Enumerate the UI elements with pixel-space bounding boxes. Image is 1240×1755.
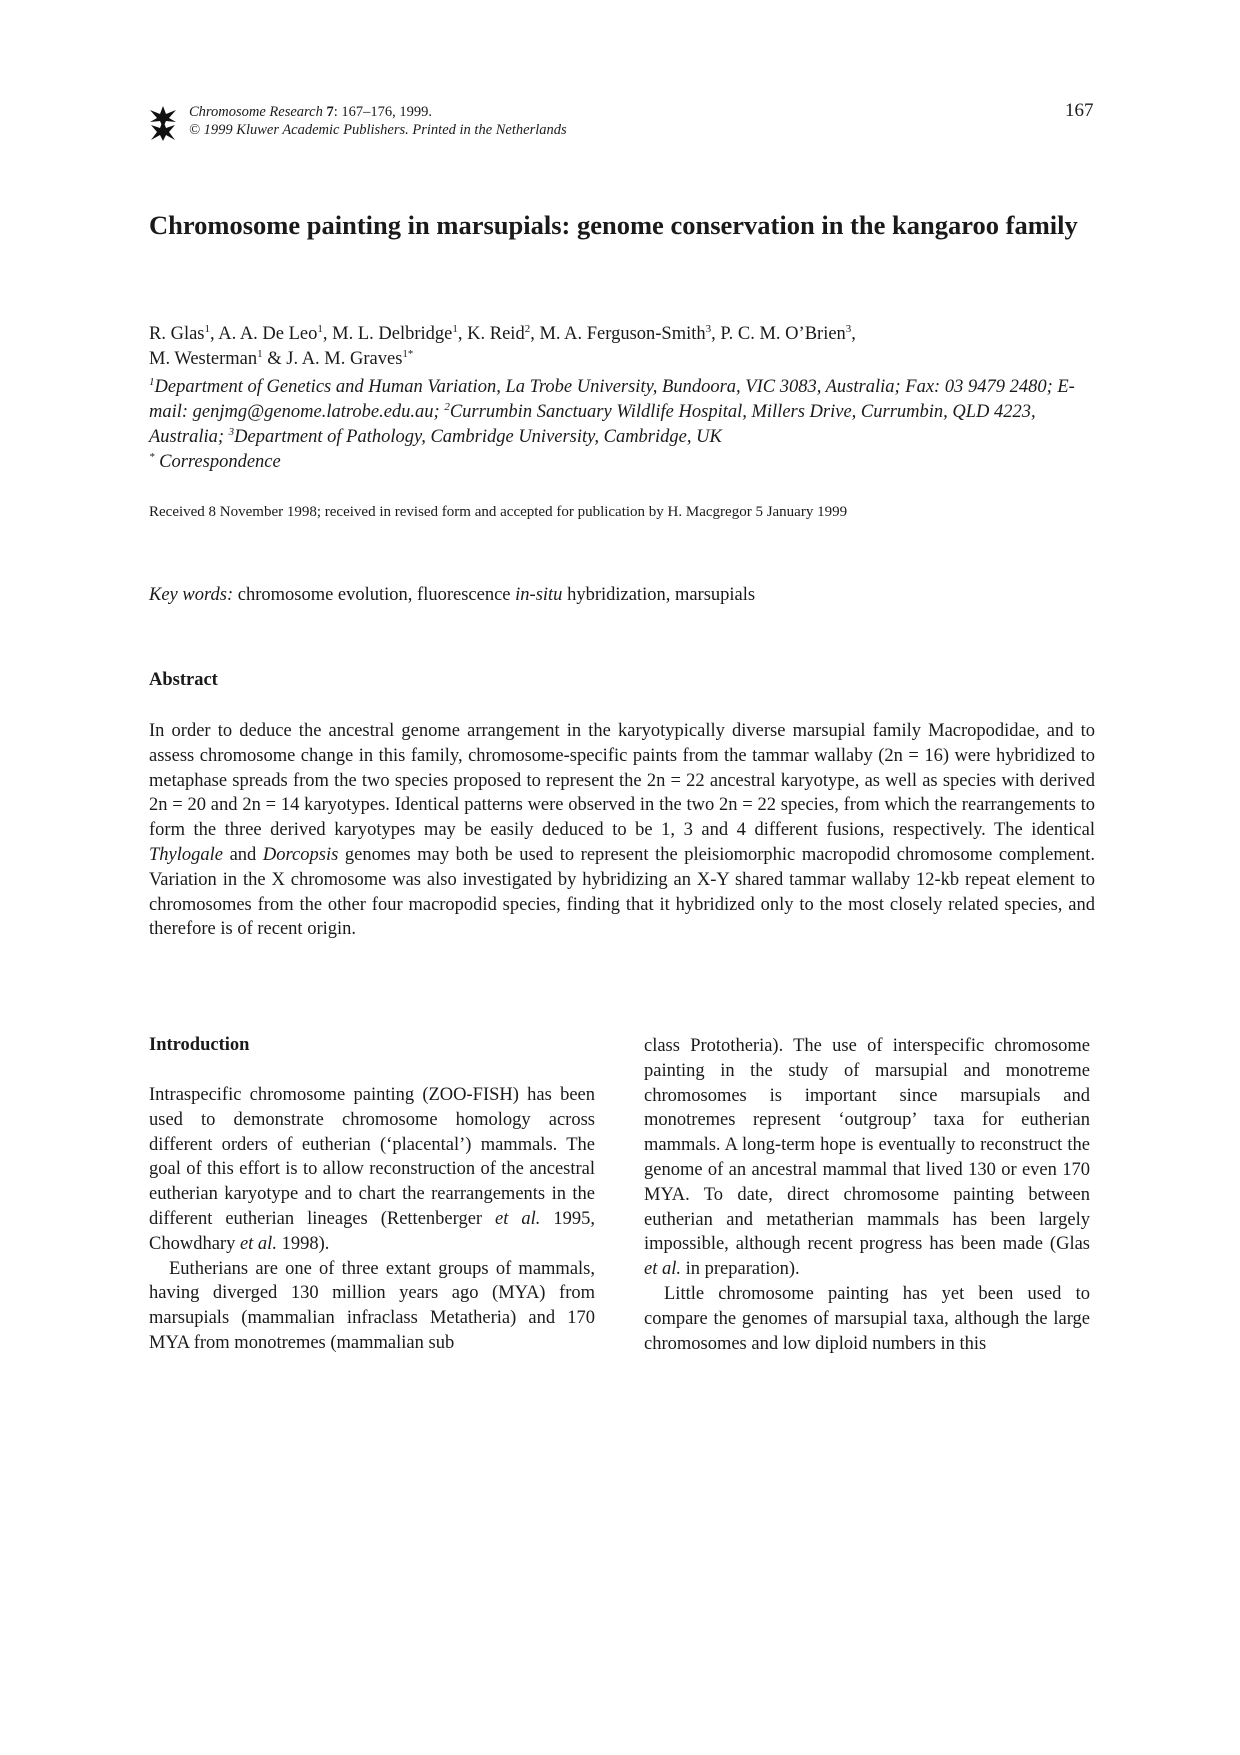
keywords-label: Key words: xyxy=(149,585,234,605)
genus-name: Dorcopsis xyxy=(262,844,339,865)
affiliations xyxy=(149,375,1109,475)
author: A. A. De Leo xyxy=(218,324,318,344)
intro-text: in preparation). xyxy=(681,1259,800,1280)
genus-name: Thylogale xyxy=(149,844,223,865)
affil-mark: 1 xyxy=(149,375,155,388)
author-affil-mark: 2 xyxy=(524,322,531,335)
keywords xyxy=(149,583,1109,608)
correspondence-mark: * xyxy=(149,450,155,463)
citation-etal: et al. xyxy=(644,1259,681,1280)
article-title: Chromosome painting in marsupials: genome conservation in the kangaroo family xyxy=(149,210,1078,240)
kluwer-logo-icon xyxy=(149,104,177,142)
abstract-text: genomes may both be used to represent the pleisiomorphic macropodid chromosome complement. Variation in the X chromosome was also investigated by hybridizing an X-Y shared tammar wallaby 12-kb repeat element to chromosomes from the other four macropodid species, finding that it hybridized only to the most closely related species, and therefore is of recent origin. xyxy=(149,844,1096,940)
abstract-text: and xyxy=(223,844,263,865)
author-separator: & xyxy=(262,349,287,369)
author: K. Reid xyxy=(467,324,525,344)
keywords-text: hybridization, marsupials xyxy=(562,585,756,605)
journal-volume: 7 xyxy=(326,104,334,120)
intro-text: 1998). xyxy=(276,1233,330,1254)
journal-pages: : 167–176, 1999. xyxy=(333,104,432,120)
intro-paragraph: Eutherians are one of three extant groups of mammals, having diverged 130 million years ago (MYA) from marsupials (mammalian infraclass Metatheria) and 170 MYA from monotremes (mammalian sub xyxy=(149,1258,595,1353)
right-column xyxy=(644,1034,1090,1356)
affil-mark: 2 xyxy=(444,400,450,413)
author-list xyxy=(149,322,1109,372)
author: M. L. Delbridge xyxy=(332,324,453,344)
citation-etal: et al. xyxy=(495,1208,541,1229)
intro-paragraph: Little chromosome painting has yet been used to compare the genomes of marsupial taxa, although the large chromosomes and low diploid numbers in this xyxy=(644,1283,1090,1354)
correspondence: Correspondence xyxy=(154,452,281,472)
keywords-italic: in-situ xyxy=(515,585,563,605)
author-separator: , xyxy=(711,324,721,344)
affiliation: Currumbin Sanctuary Wildlife Hospital, Millers Drive, Currumbin, QLD 4223, Australia; xyxy=(149,402,1036,447)
journal-name: Chromosome Research xyxy=(189,104,323,120)
page-number: 167 xyxy=(1065,100,1094,121)
intro-paragraph xyxy=(644,1034,1090,1282)
author-affil-mark: 3 xyxy=(705,322,712,335)
author-affil-mark: 1 xyxy=(317,322,323,335)
author: J. A. M. Graves xyxy=(286,349,403,369)
copyright-line: © 1999 Kluwer Academic Publishers. Printed in the Netherlands xyxy=(189,122,567,138)
affil-mark: 3 xyxy=(228,425,235,438)
author: P. C. M. O’Brien xyxy=(720,324,846,344)
intro-text: class Prototheria). The use of interspecific chromosome painting in the study of marsupial and monotreme chromosomes is important since marsupials and monotremes represent ‘outgroup’ taxa for eutherian mammals. A long-term hope is eventually to reconstruct the genome of an ancestral mammal that lived 130 or even 170 MYA. To date, direct chromosome painting between eutherian and metatherian mammals has been largely impossible, although recent progress has been made (Glas xyxy=(644,1036,1090,1255)
author-separator: , xyxy=(457,324,468,344)
author-affil-mark: 1* xyxy=(402,347,414,360)
affiliation: Department of Pathology, Cambridge University, Cambridge, UK xyxy=(234,427,722,447)
author: R. Glas xyxy=(149,324,205,344)
introduction-heading: Introduction xyxy=(149,1035,250,1055)
journal-info xyxy=(189,103,567,139)
author-affil-mark: 1 xyxy=(204,322,210,335)
affiliation: Department of Genetics and Human Variation, La Trobe University, Bundoora, VIC 3083, Australia; Fax: 03 9479 2480; E-mail: genjmg@genome.latrobe.edu.au; xyxy=(149,377,1075,422)
author-affil-mark: 1 xyxy=(257,347,263,360)
author: M. Westerman xyxy=(149,349,258,369)
citation-etal: et al. xyxy=(239,1233,277,1254)
left-column xyxy=(149,1083,595,1356)
received-line: Received 8 November 1998; received in revised form and accepted for publication by H. Macgregor 5 January 1999 xyxy=(149,504,848,520)
author-affil-mark: 1 xyxy=(452,322,458,335)
author-separator: , xyxy=(322,324,333,344)
author-separator: , xyxy=(530,324,540,344)
abstract-text: In order to deduce the ancestral genome arrangement in the karyotypically diverse marsupial family Macropodidae, and to assess chromosome change in this family, chromosome-specific paints from the tammar wallaby (2n = 16) were hybridized to metaphase spreads from the two species proposed to represent the 2n = 22 ancestral karyotype, as well as species with derived 2n = 20 and 2n = 14 karyotypes. Identical patterns were observed in the two 2n = 22 species, from which the rearrangements to form the three derived karyotypes may be easily deduced to be 1, 3 and 4 different fusions, respectively. The identical xyxy=(149,721,1095,841)
author-affil-mark: 3 xyxy=(845,322,852,335)
journal-citation xyxy=(189,103,567,121)
author: M. A. Ferguson-Smith xyxy=(539,324,706,344)
keywords-text: chromosome evolution, fluorescence xyxy=(233,585,516,605)
intro-paragraph xyxy=(149,1083,595,1257)
author-separator: , xyxy=(851,324,856,344)
abstract-heading: Abstract xyxy=(149,670,218,690)
intro-text: 1995, Chowdhary xyxy=(149,1208,595,1254)
abstract-body xyxy=(149,719,1095,942)
author-separator: , xyxy=(210,324,219,344)
intro-text: Intraspecific chromosome painting (ZOO-FISH) has been used to demonstrate chromosome homology across different orders of eutherian (‘placental’) mammals. The goal of this effort is to allow reconstruction of the ancestral eutherian karyotype and to chart the rearrangements in the different eutherian lineages (Rettenberger xyxy=(149,1085,595,1229)
